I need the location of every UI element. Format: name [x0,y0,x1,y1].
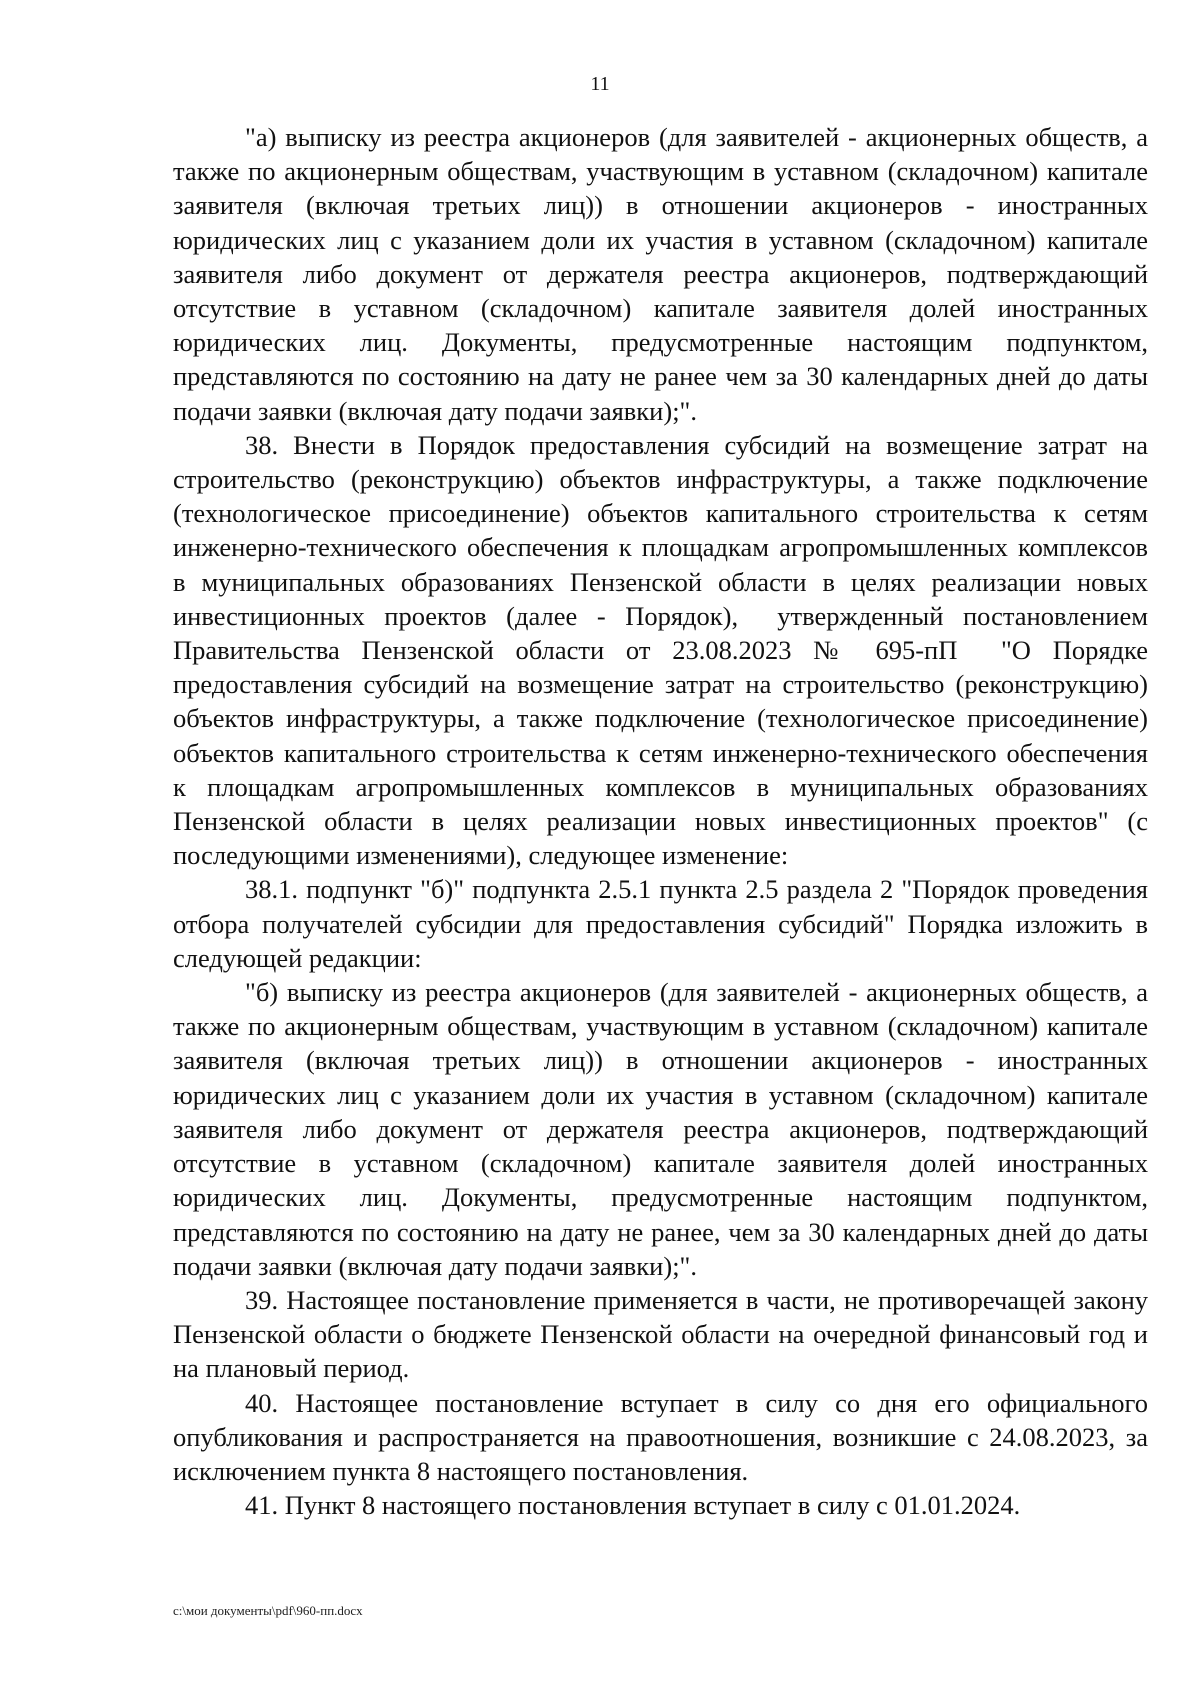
paragraph-item-39: 39. Настоящее постановление применяется в части, не противоречащей закону Пензенской области о бюджете Пензенской области на очередной финансовый год и на плановый период. [173,1284,1155,1384]
document-body [173,120,1155,1522]
page-number: 11 [590,73,610,95]
paragraph-quoted-subitem-b: "б) выписку из реестра акционеров (для заявителей - акционерных обществ, а также по акционерным обществам, участвующим в уставном (складочном) капитале заявителя (включая третьих лиц)) в отношении акционеров - иностранных юридических лиц с указанием доли их участия в уставном (складочном) капитале заявителя либо документ от держателя реестра акционеров, подтверждающий отсутствие в уставном (складочном) капитале заявителя долей иностранных юридических лиц. Документы, предусмотренные настоящим подпунктом, представляются по состоянию на дату не ранее, чем за 30 календарных дней до даты подачи заявки (включая дату подачи заявки);". [173,977,1155,1281]
paragraph-item-40: 40. Настоящее постановление вступает в силу со дня его официального опубликования и распространяется на правоотношения, возникшие с 24.08.2023, за исключением пункта 8 настоящего постановления. [173,1387,1155,1486]
footer-file-path: c:\мои документы\pdf\960-пп.docx [173,1603,363,1618]
paragraph-item-38: 38. Внести в Порядок предоставления субсидий на возмещение затрат на строительство (реконструкцию) объектов инфраструктуры, а также подключение (технологическое присоединение) объектов капитального строительства к сетям инженерно-технического обеспечения к площадкам агропромышленных комплексов в муниципальных образованиях Пензенской области в целях реализации новых инвестиционных проектов (далее - Порядок), утвержденный постановлением Правительства Пензенской области от 23.08.2023 № 695-пП "О Порядке предоставления субсидий на возмещение затрат на строительство (реконструкцию) объектов инфраструктуры, а также подключение (технологическое присоединение) объектов капитального строительства к сетям инженерно-технического обеспечения к площадкам агропромышленных комплексов в муниципальных образованиях Пензенской области в целях реализации новых инвестиционных проектов" (с последующими изменениями), следующее изменение: [173,429,1155,871]
paragraph-item-41: 41. Пункт 8 настоящего постановления вступает в силу с 01.01.2024. [245,1490,1021,1521]
paragraph-quoted-subitem-a: "а) выписку из реестра акционеров (для заявителей - акционерных обществ, а также по акционерным обществам, участвующим в уставном (складочном) капитале заявителя (включая третьих лиц)) в отношении акционеров - иностранных юридических лиц с указанием доли их участия в уставном (складочном) капитале заявителя либо документ от держателя реестра акционеров, подтверждающий отсутствие в уставном (складочном) капитале заявителя долей иностранных юридических лиц. Документы, предусмотренные настоящим подпунктом, представляются по состоянию на дату не ранее чем за 30 календарных дней до даты подачи заявки (включая дату подачи заявки);". [173,122,1155,426]
paragraph-item-38-1: 38.1. подпункт "б)" подпункта 2.5.1 пункта 2.5 раздела 2 "Порядок проведения отбора получателей субсидии для предоставления субсидий" Порядка изложить в следующей редакции: [173,874,1155,973]
